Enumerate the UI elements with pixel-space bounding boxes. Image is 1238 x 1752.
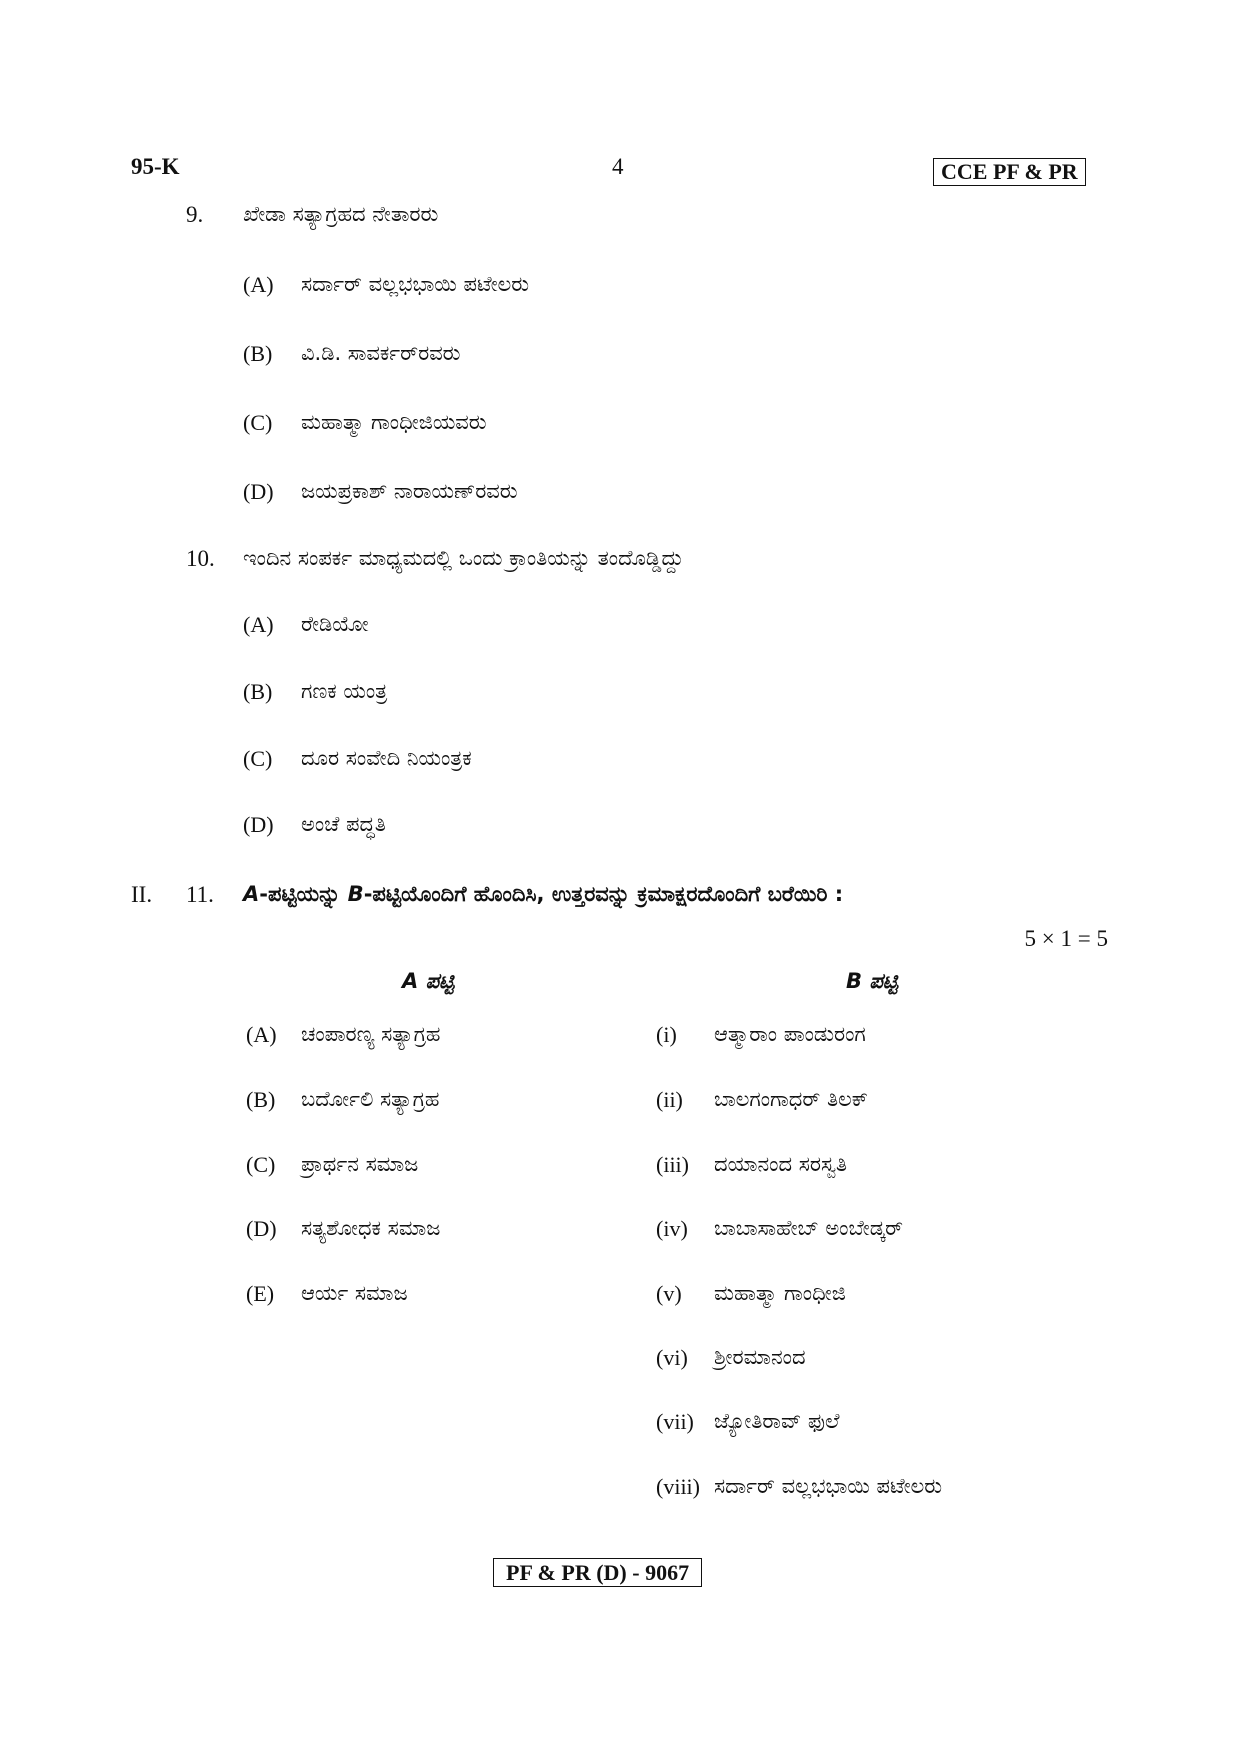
paper-code: 95-K	[131, 154, 180, 179]
col-b-item-vii-text: ಜ್ಯೋತಿರಾವ್ ಫುಲೆ	[714, 1409, 840, 1433]
question-10-text: ಇಂದಿನ ಸಂಪರ್ಕ ಮಾಧ್ಯಮದಲ್ಲಿ ಒಂದು ಕ್ರಾಂತಿಯನ್ನು ತಂದೊಡ್ಡಿದ್ದು	[243, 546, 684, 570]
q9-option-a-text: ಸರ್ದಾರ್ ವಲ್ಲಭಭಾಯಿ ಪಟೇಲರು	[301, 272, 530, 296]
col-b-item-i-label: (i)	[656, 1022, 677, 1047]
q9-option-d-text: ಜಯಪ್ರಕಾಶ್ ನಾರಾಯಣ್‌ರವರು	[301, 479, 518, 503]
col-a-item-d-text: ಸತ್ಯಶೋಧಕ ಸಮಾಜ	[301, 1216, 441, 1240]
list-b-prefix: B	[347, 882, 364, 906]
col-b-item-iv-text: ಬಾಬಾಸಾಹೇಬ್ ಅಂಬೇಡ್ಕರ್	[714, 1216, 903, 1240]
q9-option-a-label: (A)	[243, 272, 274, 297]
marks-allocation: 5 × 1 = 5	[1024, 926, 1108, 951]
section-2-roman: II.	[131, 882, 153, 907]
list-a-prefix: A	[243, 882, 260, 906]
col-a-item-c-text: ಪ್ರಾರ್ಥನ ಸಮಾಜ	[301, 1152, 419, 1176]
question-9-text: ಖೇಡಾ ಸತ್ಯಾಗ್ರಹದ ನೇತಾರರು	[243, 202, 439, 226]
page-number: 4	[612, 154, 624, 179]
col-b-item-v-text: ಮಹಾತ್ಮಾ ಗಾಂಧೀಜಿ	[714, 1281, 846, 1305]
col-b-item-vii-label: (vii)	[656, 1409, 694, 1434]
q10-option-c-label: (C)	[243, 746, 273, 771]
q10-option-d-label: (D)	[243, 812, 274, 837]
q9-option-d-label: (D)	[243, 479, 274, 504]
col-a-item-e-label: (E)	[246, 1281, 275, 1306]
q9-option-c-text: ಮಹಾತ್ಮಾ ಗಾಂಧೀಜಿಯವರು	[301, 410, 487, 434]
question-11-instruction	[243, 882, 843, 907]
q9-option-c-label: (C)	[243, 410, 273, 435]
col-b-item-iii-text: ದಯಾನಂದ ಸರಸ್ವತಿ	[714, 1152, 847, 1176]
col-a-item-b-text: ಬರ್ದೋಲಿ ಸತ್ಯಾಗ್ರಹ	[301, 1087, 440, 1111]
series-code-box: CCE PF & PR	[933, 158, 1086, 186]
col-b-item-viii-label: (viii)	[656, 1474, 700, 1499]
q9-option-b-label: (B)	[243, 341, 273, 366]
col-b-item-vi-text: ಶ್ರೀರಮಾನಂದ	[714, 1345, 806, 1369]
col-a-item-a-text: ಚಂಪಾರಣ್ಯ ಸತ್ಯಾಗ್ರಹ	[301, 1022, 441, 1046]
col-a-item-d-label: (D)	[246, 1216, 277, 1241]
instruction-part-2: -ಪಟ್ಟಿಯೊಂದಿಗೆ ಹೊಂದಿಸಿ, ಉತ್ತರವನ್ನು ಕ್ರಮಾಕ್ಷರದೊಂದಿಗೆ ಬರೆಯಿರಿ :	[363, 882, 844, 906]
question-10-number: 10.	[186, 546, 215, 571]
instruction-part-1: -ಪಟ್ಟಿಯನ್ನು	[259, 882, 348, 906]
column-b-heading: B ಪಟ್ಟಿ	[846, 969, 899, 993]
col-a-item-e-text: ಆರ್ಯ ಸಮಾಜ	[301, 1281, 408, 1305]
q10-option-b-text: ಗಣಕ ಯಂತ್ರ	[301, 679, 388, 703]
col-b-item-ii-label: (ii)	[656, 1087, 683, 1112]
col-a-item-b-label: (B)	[246, 1087, 276, 1112]
col-b-item-v-label: (v)	[656, 1281, 682, 1306]
question-9-number: 9.	[186, 202, 204, 227]
q10-option-a-text: ರೇಡಿಯೋ	[301, 612, 369, 636]
question-11-number: 11.	[186, 882, 214, 907]
col-b-item-iii-label: (iii)	[656, 1152, 689, 1177]
col-a-item-c-label: (C)	[246, 1152, 276, 1177]
col-b-item-ii-text: ಬಾಲಗಂಗಾಧರ್ ತಿಲಕ್	[714, 1087, 868, 1111]
col-b-item-i-text: ಆತ್ಮಾರಾಂ ಪಾಂಡುರಂಗ	[714, 1022, 866, 1046]
col-b-item-vi-label: (vi)	[656, 1345, 688, 1370]
col-b-item-viii-text: ಸರ್ದಾರ್ ವಲ್ಲಭಭಾಯಿ ಪಟೇಲರು	[714, 1474, 943, 1498]
column-a-heading: A ಪಟ್ಟಿ	[402, 969, 455, 993]
q10-option-b-label: (B)	[243, 679, 273, 704]
col-a-item-a-label: (A)	[246, 1022, 277, 1047]
q10-option-c-text: ದೂರ ಸಂವೇದಿ ನಿಯಂತ್ರಕ	[301, 746, 472, 770]
col-b-item-iv-label: (iv)	[656, 1216, 688, 1241]
q10-option-a-label: (A)	[243, 612, 274, 637]
footer-code-box: PF & PR (D) - 9067	[493, 1558, 702, 1587]
q10-option-d-text: ಅಂಚೆ ಪದ್ಧತಿ	[301, 812, 386, 836]
q9-option-b-text: ವಿ.ಡಿ. ಸಾವರ್ಕರ್‌ರವರು	[301, 341, 461, 365]
